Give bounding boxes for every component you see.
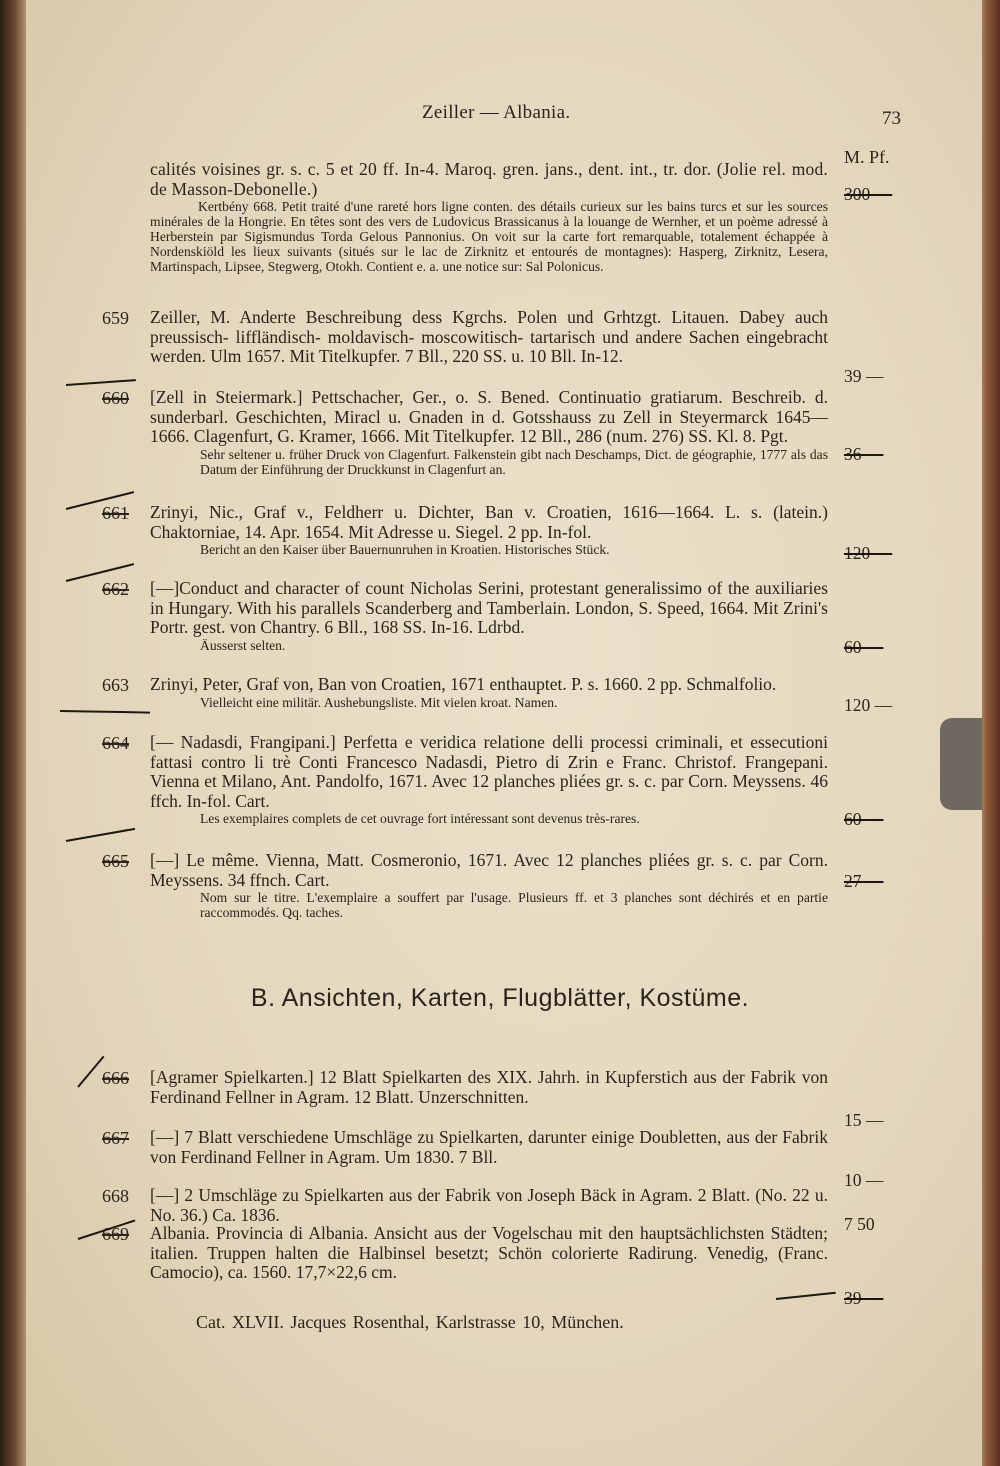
catalog-entry [102,387,884,503]
entry-body: [— Nadasdi, Frangipani.] Perfetta e veridica relatione delli processi criminali, et essecutioni fattasi contro li trè Conti Francesco Nadasdi, Pietro di Zrin e Franc. Christof. Frangepani. Vienna et Milano, Ant. Pandolfo, 1671. Avec 12 planches pliées gr. s. c. par Corn. Meyssens. 46 ffch. In-fol. Cart. [150,732,828,811]
entry-price: 300 — [844,184,893,204]
entry-note: Äusserst selten. [200,637,286,653]
entry-number: 661 [102,503,129,523]
pencil-stroke-660 [66,379,136,386]
entry-price: 7 50 [844,1214,875,1234]
entry-price: 39 — [844,366,884,386]
entry-note: Nom sur le titre. L'exemplaire a souffert par l'usage. Plusieurs ff. et 3 planches sont déchirés et en partie raccommodés. Qq. taches. [200,890,828,921]
margin-pencil-marks [26,300,54,1300]
catalog-entry [102,732,884,851]
entries-section-a [102,159,893,921]
running-head: Zeiller — Albania. [422,102,571,123]
entry-note: Sehr seltener u. früher Druck von Clagenfurt. Falkenstein gibt nach Deschamps, Dict. de géographie, 1777 als das Datum der Einführung der Druckkunst in Clagenfurt an. [200,446,828,477]
pencil-stroke-666 [77,1056,104,1088]
entry-body: [—] 2 Umschläge zu Spielkarten aus der Fabrik von Joseph Bäck in Agram. 2 Blatt. (No. 22 u. No. 36.) Ca. 1836. [150,1185,828,1225]
price-column-header: M. Pf. [844,147,890,167]
catalog-entry [102,578,884,675]
entry-number: 665 [102,851,129,871]
entry-price: 15 — [844,1110,884,1130]
catalog-entry [102,674,893,733]
entry-number: 668 [102,1186,129,1206]
entry-note: Kertbény 668. Petit traité d'une rareté hors ligne conten. des détails curieux sur les bains turcs et sur les sources minérales de la Hongrie. En têtes sont des vers de Ludovicus Brassicanus à la louange de Wernher, et un poème adressé à Herberstein par Sigismundus Torda Gelous Pannonius. On voit sur la carte fort remarquable, totalement échappée à Nordenskiöld les lieux suivants (situés sur le lac de Zirknitz et entourés de montagnes): Hasperg, Zirknitz, Lesera, Martinspach, Lipsee, Stegwerg, Otokh. Contient e. a. une notice sur: Sal Polonicus. [150,199,828,275]
pencil-stroke-665 [66,828,135,842]
entry-price: 60 — [844,809,884,829]
entry-price: 39 — [844,1288,884,1308]
catalog-entry [150,159,893,308]
entry-number: 667 [102,1128,129,1148]
entry-body: Zeiller, M. Anderte Beschreibung dess Kgrchs. Polen und Grhtzgt. Litauen. Dabey auch preussisch- liffländisch- moldavisch- moscowitisch- tartarisch und andere Sachen eingebracht werden. Ulm 1657. Mit Titelkupfer. 7 Bll., 220 SS. u. 10 Bll. In-12. [150,307,828,367]
entry-price: 27 — [844,871,884,891]
catalog-page [26,0,982,1466]
entry-number: 664 [102,733,129,753]
entry-number: 659 [102,308,129,328]
catalog-entry [102,307,884,388]
section-heading: B. Ansichten, Karten, Flugblätter, Kostüme. [250,984,750,1012]
entry-note: Les exemplaires complets de cet ouvrage fort intéressant sont devenus très-rares. [200,811,640,827]
entry-body: Zrinyi, Nic., Graf v., Feldherr u. Dichter, Ban v. Croatien, 1616—1664. L. s. (latein.) Chaktorniae, 14. Apr. 1654. Mit Adresse u. Siegel. 2 pp. In-fol. [150,502,828,542]
entries-section-b [102,1067,884,1308]
entry-number: 669 [102,1224,129,1244]
entry-price: 36 — [844,444,884,464]
pencil-stroke-664 [60,710,150,714]
entry-note: Vielleicht eine militär. Aushebungsliste. Mit vielen kroat. Namen. [200,694,558,710]
entry-body: [—]Conduct and character of count Nicholas Serini, protestant generalissimo of the auxiliaries in Hungary. With his parallels Scanderberg and Tamberlain. London, S. Speed, 1664. Mit Zrini's Portr. gest. von Chantry. 6 Bll., 168 SS. In-16. Ldrbd. [150,578,828,638]
entry-price: 120 — [844,543,893,563]
entry-number: 662 [102,579,129,599]
page-number: 73 [882,108,901,129]
entry-body: [—] 7 Blatt verschiedene Umschläge zu Spielkarten, darunter einige Doubletten, aus der Fabrik von Ferdinand Fellner in Agram. Um 1830. 7 Bll. [150,1127,828,1167]
entry-price: 10 — [844,1170,884,1190]
entry-body: [Agramer Spielkarten.] 12 Blatt Spielkarten des XIX. Jahrh. in Kupferstich aus der Fabrik von Ferdinand Fellner in Agram. 12 Blatt. Unzerschnitten. [150,1067,828,1107]
entry-price: 120 — [844,695,893,715]
catalog-entry [102,850,884,921]
entry-body: [Zell in Steiermark.] Pettschacher, Ger., o. S. Bened. Continuatio gratiarum. Beschreib. d. sunderbarl. Geschichten, Miracl u. Gnaden in d. Gotsshauss zu Zell in Steyermarck 1645—1666. Clagenfurt, G. Kramer, 1666. Mit Titelkupfer. 12 Bll., 286 (num. 276) SS. Kl. 8. Pgt. [150,387,828,447]
page-tab-marker [940,718,982,810]
catalog-entry [102,1127,884,1190]
catalog-footer: Cat. XLVII. Jacques Rosenthal, Karlstrasse 10, München. [196,1312,624,1332]
entry-price: 60 — [844,637,884,657]
entry-number: 663 [102,675,129,695]
entry-body: Albania. Provincia di Albania. Ansicht aus der Vogelschau mit den hauptsächlichsten Städten; italien. Truppen halten die Halbinsel besetzt; Schön colorierte Radirung. Venedig, (Franc. Camocio), ca. 1560. 17,7×22,6 cm. [150,1223,828,1283]
entry-body: calités voisines gr. s. c. 5 et 20 ff. In-4. Maroq. gren. jans., dent. int., tr. dor. (Jolie rel. mod. de Masson-Debonelle.) [150,159,828,199]
entry-number: 660 [102,388,129,408]
entry-number: 666 [102,1068,129,1088]
entry-body: [—] Le même. Vienna, Matt. Cosmeronio, 1671. Avec 12 planches pliées gr. s. c. par Corn. Meyssens. 34 ffnch. Cart. [150,850,828,890]
catalog-entry [102,502,893,579]
entry-body: Zrinyi, Peter, Graf von, Ban von Croatien, 1671 enthauptet. P. s. 1660. 2 pp. Schmalfolio. [150,674,777,694]
catalog-entry [102,1067,884,1130]
entry-note: Bericht an den Kaiser über Bauernunruhen in Kroatien. Historisches Stück. [200,542,610,558]
